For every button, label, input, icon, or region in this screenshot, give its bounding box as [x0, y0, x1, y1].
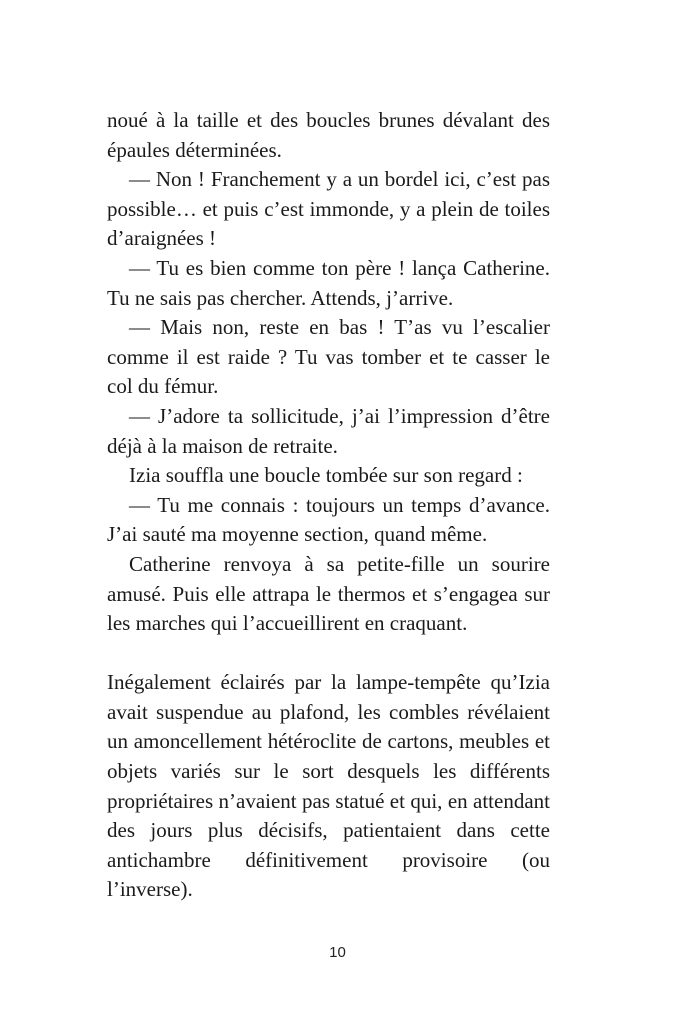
dialogue-line: — Tu me connais : toujours un temps d’avance. J’ai sauté ma moyenne section, quand même. [107, 492, 550, 547]
dialogue-line: — Mais non, reste en bas ! T’as vu l’escalier comme il est raide ? Tu vas tomber et te casser le col du fémur. [107, 315, 550, 399]
section-break [107, 639, 550, 669]
paragraph-continuation: noué à la taille et des boucles brunes dévalant des épaules déterminées. [107, 108, 550, 162]
narration-line: Izia souffla une boucle tombée sur son regard : [129, 463, 523, 488]
dialogue-line: — J’adore ta sollicitude, j’ai l’impression d’être déjà à la maison de retraite. [107, 403, 550, 458]
section-paragraph: Inégalement éclairés par la lampe-tempête qu’Izia avait suspendue au plafond, les combles révélaient un amoncellement hétéroclite de cartons, meubles et objets variés sur le sort desquels les différents propriétaires n’avaient pas statué et qui, en attendant des jours plus décisifs, patientaient dans cette antichambre définitivement provisoire (ou l’inverse). [107, 670, 550, 902]
dialogue-line: — Non ! Franchement y a un bordel ici, c’est pas possible… et puis c’est immonde, y a plein de toiles d’araignées ! [107, 167, 550, 251]
page-number: 10 [329, 944, 346, 961]
page-body [107, 106, 550, 905]
dialogue-line: — Tu es bien comme ton père ! lança Catherine. Tu ne sais pas chercher. Attends, j’arrive. [107, 255, 550, 310]
narration-paragraph: Catherine renvoya à sa petite-fille un sourire amusé. Puis elle attrapa le thermos et s’engagea sur les marches qui l’accueillirent en craquant. [107, 551, 550, 636]
